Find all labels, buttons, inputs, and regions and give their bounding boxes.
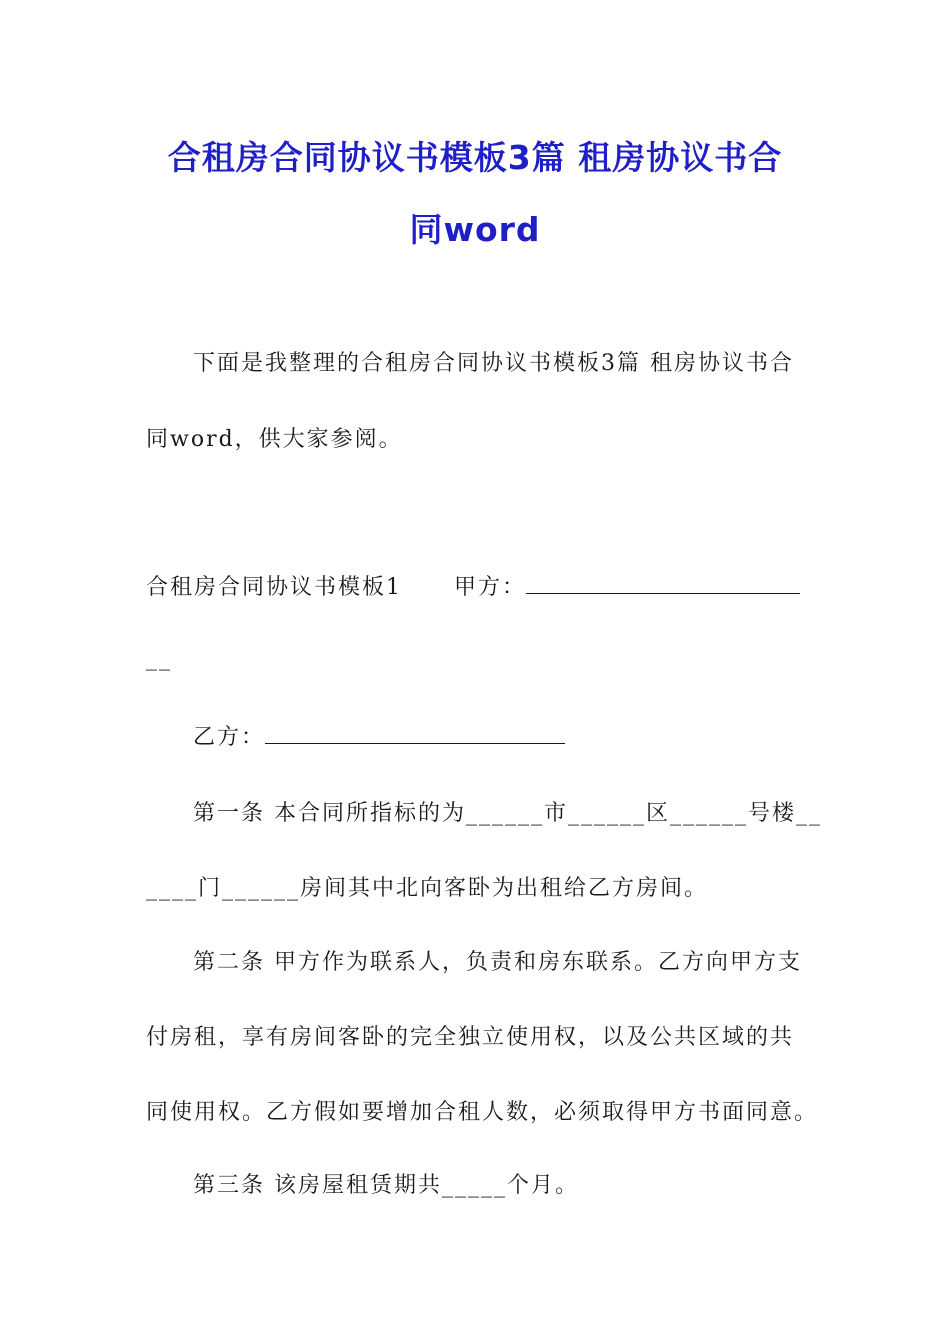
party-a-continuation: __ (146, 646, 172, 671)
city-label: 市 (544, 801, 569, 826)
building-label: 号楼__ (748, 801, 823, 826)
district-blank: ______ (568, 801, 647, 826)
unit-label: 门 (198, 876, 223, 901)
article-2-line-1: 第二条 甲方作为联系人，负责和房东联系。乙方向甲方支 (193, 950, 802, 975)
party-a-blank (526, 575, 800, 594)
number-blank: ______ (670, 801, 749, 826)
intro-line-1: 下面是我整理的合租房合同协议书模板3篇 租房协议书合 (193, 351, 794, 376)
article-3-prefix: 第三条 该房屋租赁期共 (193, 1173, 442, 1198)
room-blank: ______ (222, 876, 301, 901)
article-1-rest: 房间其中北向客卧为出租给乙方房间。 (300, 876, 709, 901)
party-b-line (193, 720, 853, 751)
party-a-label: 甲方： (454, 575, 527, 600)
article-1-line-2 (146, 871, 806, 902)
document-title-line-2: 同word (409, 210, 541, 249)
city-blank: ______ (466, 801, 544, 826)
article-1-prefix: 第一条 本合同所指标的为 (193, 801, 466, 826)
article-2-line-3: 同使用权。乙方假如要增加合租人数，必须取得甲方书面同意。 (146, 1100, 819, 1125)
district-label: 区 (646, 801, 671, 826)
article-1-line-1 (193, 796, 853, 827)
article-2-line-2: 付房租，享有房间客卧的完全独立使用权，以及公共区域的共 (146, 1025, 795, 1050)
intro-line-2: 同word，供大家参阅。 (146, 427, 403, 452)
article-3-suffix: 个月。 (507, 1173, 580, 1198)
party-b-label: 乙方： (193, 725, 266, 750)
document-title-line-1: 合租房合同协议书模板3篇 租房协议书合 (167, 138, 783, 177)
party-a-line (146, 570, 806, 601)
party-b-blank (265, 725, 565, 744)
building-blank-cont: ____ (146, 876, 198, 901)
article-3-line (193, 1168, 853, 1199)
template-heading: 合租房合同协议书模板1 (146, 575, 402, 600)
term-blank: _____ (442, 1173, 507, 1198)
